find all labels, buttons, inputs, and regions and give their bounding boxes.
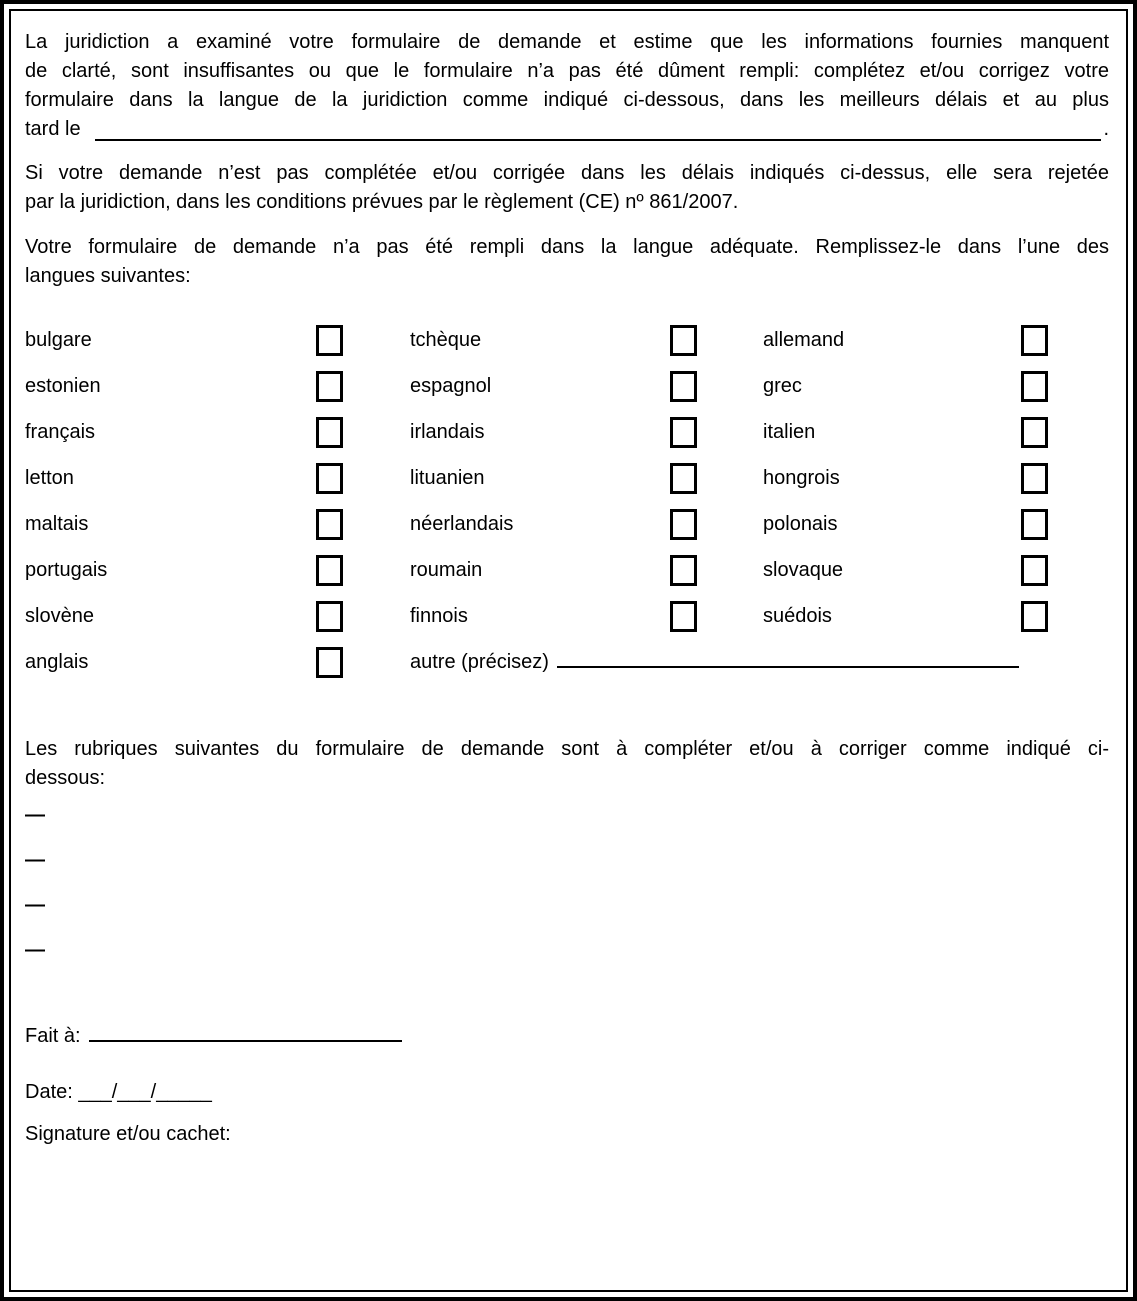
language-label-roumain: roumain bbox=[410, 558, 483, 581]
deadline-line bbox=[25, 115, 1109, 144]
checkbox-portugais[interactable] bbox=[316, 555, 343, 586]
correction-item-3[interactable] bbox=[25, 883, 1109, 928]
language-label-anglais: anglais bbox=[25, 650, 89, 673]
language-label-slovene: slovène bbox=[25, 604, 94, 627]
place-blank-field[interactable] bbox=[89, 1039, 402, 1042]
paragraph-rejection-warning bbox=[25, 159, 1109, 217]
deadline-label: tard le bbox=[25, 118, 81, 140]
date-blank-field[interactable]: ___/___/_____ bbox=[78, 1081, 212, 1103]
checkbox-allemand[interactable] bbox=[1021, 325, 1048, 356]
checkbox-letton[interactable] bbox=[316, 463, 343, 494]
language-label-maltais: maltais bbox=[25, 512, 89, 535]
deadline-blank-field[interactable] bbox=[95, 138, 1102, 141]
checkbox-tcheque[interactable] bbox=[670, 325, 697, 356]
language-label-grec: grec bbox=[763, 374, 802, 397]
language-label-portugais: portugais bbox=[25, 558, 108, 581]
other-language-row bbox=[410, 648, 1109, 677]
paragraph-sections-to-correct bbox=[25, 735, 1109, 793]
checkbox-polonais[interactable] bbox=[1021, 509, 1048, 540]
date-line bbox=[25, 1077, 1109, 1107]
checkbox-espagnol[interactable] bbox=[670, 371, 697, 402]
checkbox-francais[interactable] bbox=[316, 417, 343, 448]
place-line bbox=[25, 1021, 1109, 1051]
language-label-hongrois: hongrois bbox=[763, 466, 840, 489]
checkbox-maltais[interactable] bbox=[316, 509, 343, 540]
language-label-finnois: finnois bbox=[410, 604, 468, 627]
paragraph-line: La juridiction a examiné votre formulaire de demande et estime que les informations fournies manquent bbox=[25, 31, 1109, 53]
correction-items-list bbox=[25, 793, 1109, 973]
paragraph-line: par la juridiction, dans les conditions prévues par le règlement (CE) nº 861/2007. bbox=[25, 191, 739, 213]
language-label-allemand: allemand bbox=[763, 328, 845, 351]
language-label-slovaque: slovaque bbox=[763, 558, 844, 581]
paragraph-line: langues suivantes: bbox=[25, 265, 191, 287]
deadline-period: . bbox=[1103, 118, 1109, 140]
checkbox-slovene[interactable] bbox=[316, 601, 343, 632]
checkbox-suedois[interactable] bbox=[1021, 601, 1048, 632]
form-content bbox=[25, 18, 1109, 1287]
correction-item-2[interactable] bbox=[25, 838, 1109, 883]
paragraph-clarification-request bbox=[25, 28, 1109, 144]
language-label-neerlandais: néerlandais bbox=[410, 512, 514, 535]
language-checkbox-grid bbox=[25, 317, 1109, 685]
paragraph-line: Si votre demande n’est pas complétée et/ou corrigée dans les délais indiqués ci-dessus, elle sera rejetée bbox=[25, 162, 1109, 184]
checkbox-grec[interactable] bbox=[1021, 371, 1048, 402]
dash-bullet: — bbox=[25, 849, 45, 871]
paragraph-line: Les rubriques suivantes du formulaire de demande sont à compléter et/ou à corriger comme indiqué ci- bbox=[25, 738, 1109, 760]
checkbox-italien[interactable] bbox=[1021, 417, 1048, 448]
checkbox-lituanien[interactable] bbox=[670, 463, 697, 494]
dash-bullet: — bbox=[25, 804, 45, 826]
language-label-polonais: polonais bbox=[763, 512, 838, 535]
checkbox-anglais[interactable] bbox=[316, 647, 343, 678]
checkbox-finnois[interactable] bbox=[670, 601, 697, 632]
language-label-tcheque: tchèque bbox=[410, 328, 482, 351]
dash-bullet: — bbox=[25, 939, 45, 961]
language-label-bulgare: bulgare bbox=[25, 328, 92, 351]
checkbox-irlandais[interactable] bbox=[670, 417, 697, 448]
language-label-francais: français bbox=[25, 420, 96, 443]
place-label: Fait à: bbox=[25, 1025, 81, 1047]
other-language-blank-field[interactable] bbox=[557, 665, 1019, 668]
checkbox-roumain[interactable] bbox=[670, 555, 697, 586]
language-label-italien: italien bbox=[763, 420, 816, 443]
checkbox-neerlandais[interactable] bbox=[670, 509, 697, 540]
checkbox-slovaque[interactable] bbox=[1021, 555, 1048, 586]
signature-label: Signature et/ou cachet: bbox=[25, 1123, 231, 1145]
language-label-irlandais: irlandais bbox=[410, 420, 485, 443]
checkbox-estonien[interactable] bbox=[316, 371, 343, 402]
dash-bullet: — bbox=[25, 894, 45, 916]
correction-item-1[interactable] bbox=[25, 793, 1109, 838]
paragraph-line: Votre formulaire de demande n’a pas été rempli dans la langue adéquate. Remplissez-le dans l’une des bbox=[25, 236, 1109, 258]
paragraph-line: dessous: bbox=[25, 767, 106, 789]
signature-line bbox=[25, 1119, 1109, 1149]
language-label-letton: letton bbox=[25, 466, 74, 489]
language-label-espagnol: espagnol bbox=[410, 374, 492, 397]
other-language-label: autre (précisez) bbox=[410, 650, 549, 673]
paragraph-line: formulaire dans la langue de la juridiction comme indiqué ci-dessous, dans les meilleurs délais et au plus bbox=[25, 89, 1109, 111]
correction-item-4[interactable] bbox=[25, 928, 1109, 973]
checkbox-bulgare[interactable] bbox=[316, 325, 343, 356]
paragraph-language-instruction bbox=[25, 233, 1109, 291]
date-label: Date: bbox=[25, 1081, 73, 1103]
checkbox-hongrois[interactable] bbox=[1021, 463, 1048, 494]
paragraph-line: de clarté, sont insuffisantes ou que le formulaire n’a pas été dûment rempli: complétez et/ou corrigez votre bbox=[25, 60, 1109, 82]
language-label-lituanien: lituanien bbox=[410, 466, 485, 489]
language-label-suedois: suédois bbox=[763, 604, 832, 627]
language-label-estonien: estonien bbox=[25, 374, 101, 397]
